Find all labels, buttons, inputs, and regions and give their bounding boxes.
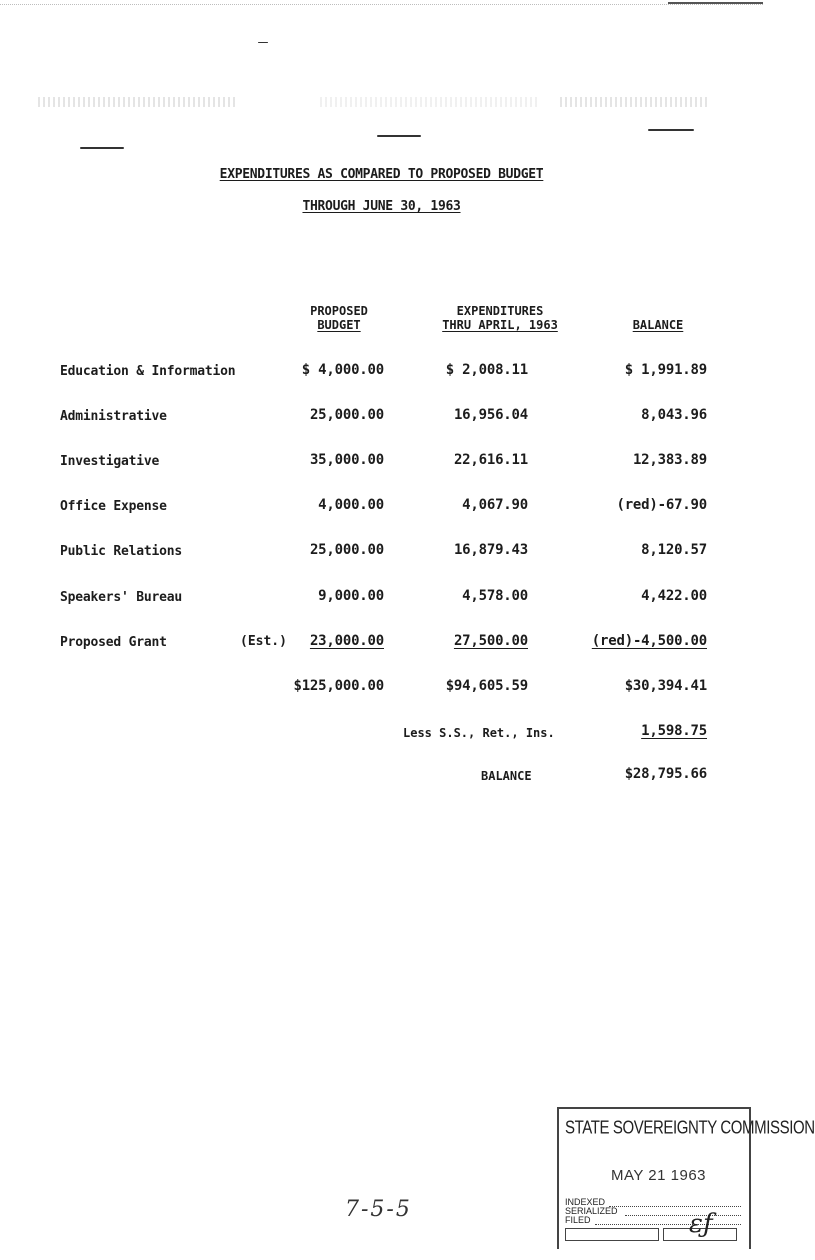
cell-expenditures-speakers-bureau: 4,578.00 [462, 588, 528, 604]
title-line-1: EXPENDITURES AS COMPARED TO PROPOSED BUDGET [219, 167, 544, 182]
stamp-filed: FILED [565, 1215, 591, 1225]
stamp-indexed: INDEXED [565, 1197, 606, 1207]
final-balance-label: BALANCE [481, 769, 532, 783]
column-header-expenditures [420, 304, 580, 332]
cell-balance-proposed-grant: (red)-4,500.00 [591, 633, 707, 649]
top-edge-mark [668, 2, 763, 4]
row-label-public-relations: Public Relations [60, 544, 183, 559]
cell-budget-investigative: 35,000.00 [309, 452, 384, 468]
row-label-investigative: Investigative [60, 454, 160, 469]
cell-expenditures-investigative: 22,616.11 [453, 452, 528, 468]
cell-balance-administrative: 8,043.96 [641, 407, 707, 423]
final-balance-amount: $28,795.66 [624, 766, 707, 782]
estimate-note: (Est.) [240, 634, 287, 649]
row-label-speakers-bureau: Speakers' Bureau [60, 590, 183, 605]
handwritten-note: 7-5-5 [345, 1197, 412, 1222]
cell-expenditures-public-relations: 16,879.43 [453, 542, 528, 558]
cell-budget-proposed-grant: 23,000.00 [309, 633, 384, 649]
stray-mark [648, 129, 694, 131]
stray-mark [258, 42, 268, 43]
faint-print-through-right [560, 97, 710, 107]
less-deductions-label: Less S.S., Ret., Ins. [403, 726, 555, 740]
faint-print-through-left [38, 97, 238, 107]
stamp-date: MAY 21 1963 [611, 1167, 707, 1184]
cell-expenditures-office-expense: 4,067.90 [462, 497, 528, 513]
top-edge-rule [0, 4, 763, 5]
header-expenditures-line1: EXPENDITURES [456, 304, 544, 318]
cell-balance-investigative: 12,383.89 [632, 452, 707, 468]
cell-balance-public-relations: 8,120.57 [641, 542, 707, 558]
total-budget: $125,000.00 [293, 678, 384, 694]
total-balance: $30,394.41 [624, 678, 707, 694]
column-header-balance [610, 318, 706, 332]
cell-balance-education: $ 1,991.89 [624, 362, 707, 378]
commission-stamp [557, 1107, 815, 1249]
row-label-education: Education & Information [60, 364, 236, 379]
stamp-box [565, 1228, 659, 1241]
column-header-proposed-budget [292, 304, 386, 332]
stamp-dotted-line [625, 1215, 741, 1216]
stamp-serialized: SERIALIZED [565, 1206, 618, 1216]
header-balance: BALANCE [632, 318, 684, 332]
header-expenditures-line2: THRU APRIL, 1963 [442, 318, 558, 332]
cell-expenditures-education: $ 2,008.11 [445, 362, 528, 378]
total-expenditures: $94,605.59 [445, 678, 528, 694]
cell-expenditures-proposed-grant: 27,500.00 [453, 633, 528, 649]
cell-budget-education: $ 4,000.00 [301, 362, 384, 378]
cell-budget-office-expense: 4,000.00 [318, 497, 384, 513]
header-proposed-line1: PROPOSED [310, 304, 368, 318]
row-label-proposed-grant: Proposed Grant [60, 635, 167, 650]
cell-budget-administrative: 25,000.00 [309, 407, 384, 423]
stray-mark [377, 135, 421, 137]
cell-budget-public-relations: 25,000.00 [309, 542, 384, 558]
header-proposed-line2: BUDGET [317, 318, 361, 332]
stamp-title: STATE SOVEREIGNTY COMMISSION [565, 1117, 815, 1139]
document-subtitle [0, 199, 763, 214]
handwritten-initials: ɛƒ [689, 1209, 713, 1239]
cell-balance-office-expense: (red)-67.90 [616, 497, 707, 513]
cell-expenditures-administrative: 16,956.04 [453, 407, 528, 423]
title-line-2: THROUGH JUNE 30, 1963 [302, 199, 461, 214]
faint-print-through-center [320, 97, 540, 107]
less-deductions-amount: 1,598.75 [641, 723, 707, 739]
cell-balance-speakers-bureau: 4,422.00 [641, 588, 707, 604]
stray-mark [80, 147, 124, 149]
document-title [0, 167, 763, 182]
cell-budget-speakers-bureau: 9,000.00 [318, 588, 384, 604]
stamp-dotted-line [595, 1224, 741, 1225]
row-label-administrative: Administrative [60, 409, 167, 424]
stamp-dotted-line [609, 1206, 741, 1207]
row-label-office-expense: Office Expense [60, 499, 167, 514]
